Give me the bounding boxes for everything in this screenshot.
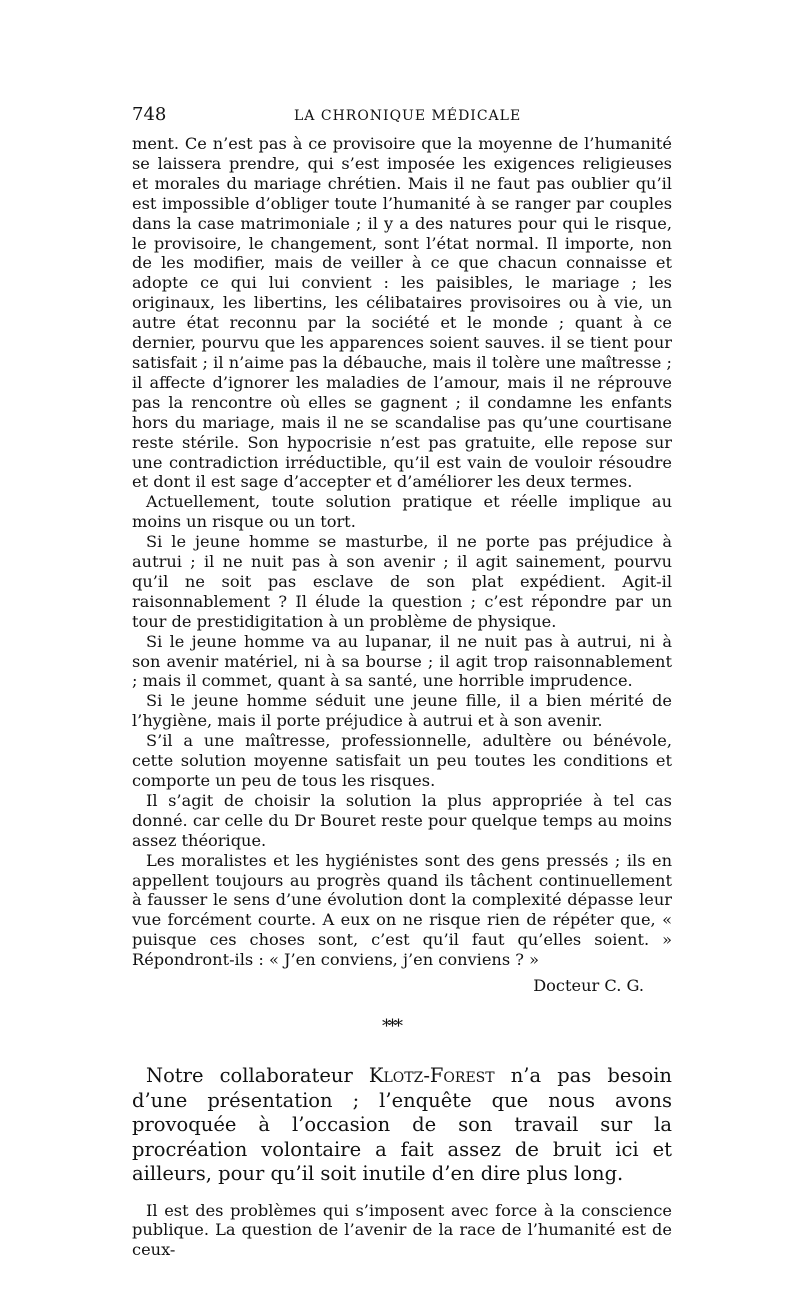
page xyxy=(132,104,672,1275)
paragraph: Les moralistes et les hygiénistes sont des gens pressés ; ils en appellent toujours au progrès quand ils tâchent continuellement à fausser le sens d’une évolution dont la complexité dépasse leur vue forcément courte. A eux on ne risque rien de répéter que, « puisque ces choses sont, c’est qu’il faut qu’elles soient. » Répondront-ils : « J’en conviens, j’en conviens ? » xyxy=(132,850,672,970)
lead-paragraph xyxy=(132,1064,672,1187)
closing-paragraph: Il est des problèmes qui s’imposent avec force à la conscience publique. La question de l’avenir de la race de l’humanité est de ceux- xyxy=(132,1200,672,1259)
lead-text-start: Notre collaborateur xyxy=(146,1064,369,1088)
running-head: LA CHRONIQUE MÉDICALE xyxy=(294,108,522,124)
paragraph: Si le jeune homme va au lupanar, il ne nuit pas à autrui, ni à son avenir matériel, ni à sa bourse ; il agit trop raisonnablement ; mais il commet, quant à sa santé, une horrible imprudence. xyxy=(132,631,672,691)
article-body xyxy=(132,134,672,970)
page-number: 748 xyxy=(132,104,167,125)
asterism-divider xyxy=(132,1016,672,1048)
paragraph: S’il a une maîtresse, professionnelle, adultère ou bénévole, cette solution moyenne satisfait un peu toutes les conditions et comporte un peu de tous les risques. xyxy=(132,731,672,790)
paragraph: Actuellement, toute solution pratique et réelle implique au moins un risque ou un tort. xyxy=(132,492,672,532)
paragraph: Si le jeune homme se masturbe, il ne porte pas préjudice à autrui ; il ne nuit pas à son avenir ; il agit sainement, pourvu qu’il ne soit pas esclave de son plat expédient. Agit-il raisonnablement ? Il élude la question ; c’est répondre par un tour de prestidigitation à un problème de physique. xyxy=(132,532,672,631)
lead-text-end: n’a pas besoin d’une présentation ; l’enquête que nous avons provoquée à l’occasion de son travail sur la procréation volontaire a fait assez de bruit ici et ailleurs, pour qu’il soit inutile d’en dire plus long. xyxy=(132,1064,672,1186)
paragraph: Il s’agit de choisir la solution la plus appropriée à tel cas donné. car celle du Dr Bouret reste pour quelque temps au moins assez théorique. xyxy=(132,790,672,850)
asterism: *** xyxy=(382,1016,400,1038)
signature: Docteur C. G. xyxy=(533,976,644,996)
page-header xyxy=(132,104,672,134)
paragraph: Si le jeune homme séduit une jeune fille, il a bien mérité de l’hygiène, mais il porte préjudice à autrui et à son avenir. xyxy=(132,691,672,731)
author-name: Klotz-Forest xyxy=(368,1064,495,1088)
paragraph: ment. Ce n’est pas à ce provisoire que la moyenne de l’humanité se laissera prendre, qui s’est imposée les exigences religieuses et morales du mariage chrétien. Mais il ne faut pas oublier qu’il est impossible d’obliger toute l’humanité à se ranger par couples dans la case matrimoniale ; il y a des natures pour qui le risque, le provisoire, le changement, sont l’état normal. Il importe, non de les modifier, mais de veiller à ce que chacun connaisse et adopte ce qui lui convient : les paisibles, le mariage ; les originaux, les libertins, les célibataires provisoires ou à vie, un autre état reconnu par la société et le monde ; quant à ce dernier, pourvu que les apparences soient sauves. il se tient pour satisfait ; il n’aime pas la débauche, mais il tolère une maîtresse ; il affecte d’ignorer les maladies de l’amour, mais il ne réprouve pas la rencontre où elles se gagnent ; il condamne les enfants hors du mariage, mais il ne se scandalise pas qu’une courtisane reste stérile. Son hypocrisie n’est pas gratuite, elle repose sur une contradiction irréductible, qu’il est vain de vouloir résoudre et dont il est sage d’accepter et d’améliorer les deux termes. xyxy=(132,134,672,492)
